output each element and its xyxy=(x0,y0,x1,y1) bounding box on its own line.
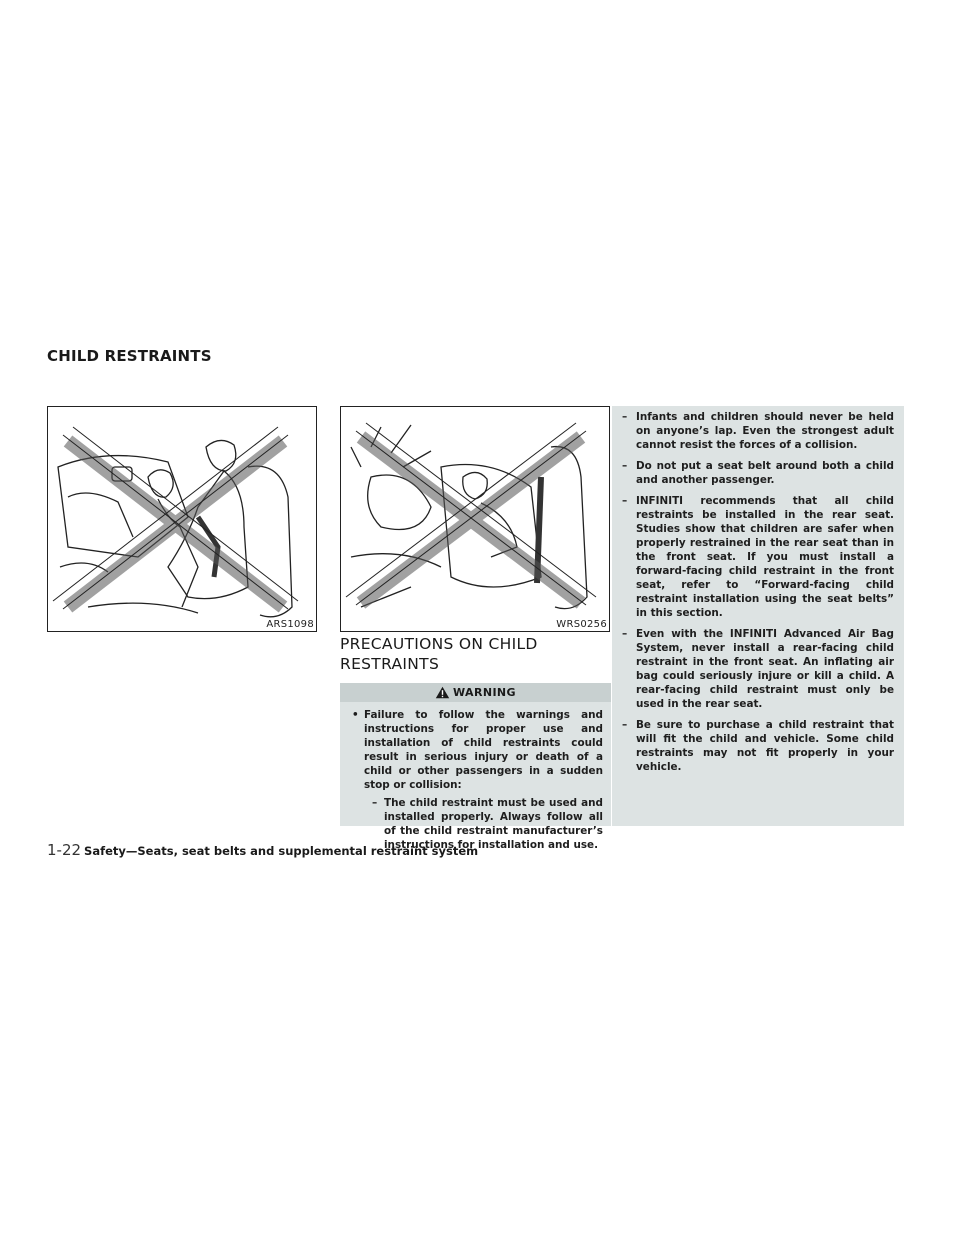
warning-item-text: INFINITI recommends that all child restraints be installed in the rear seat. Studies show that children are safer when properly restrained in the rear seat than in the front seat. If you must install a forward-facing child restraint in the front seat, refer to “Forward-facing child restraint installation using the seat belts” in this section. xyxy=(636,495,894,619)
front-seat-child-restraint-prohibited-illustration xyxy=(341,407,611,633)
page-number: 1-22 xyxy=(47,841,82,859)
warning-item-text: The child restraint must be used and installed properly. Always follow all of the child restraint manufacturer’s instructions for installation and use. xyxy=(384,797,603,851)
bullet-mark: • xyxy=(352,709,359,721)
child-on-lap-prohibited-illustration xyxy=(48,407,318,633)
warning-item xyxy=(612,459,904,487)
warning-box xyxy=(340,683,611,851)
warning-item xyxy=(612,406,904,452)
warning-title: WARNING xyxy=(453,686,516,699)
warning-item xyxy=(612,718,904,774)
warning-item-text: Do not put a seat belt around both a child and another passenger. xyxy=(636,460,894,486)
dash-mark: – xyxy=(622,460,628,472)
dash-mark: – xyxy=(622,411,628,423)
warning-triangle-icon xyxy=(435,686,450,699)
footer-title: Safety—Seats, seat belts and supplemental restraint system xyxy=(84,844,479,858)
warning-item xyxy=(612,494,904,620)
precautions-heading: PRECAUTIONS ON CHILD RESTRAINTS xyxy=(340,635,538,673)
warning-item xyxy=(612,627,904,711)
figure-code: WRS0256 xyxy=(556,619,607,630)
dash-mark: – xyxy=(622,719,628,731)
section-heading: CHILD RESTRAINTS xyxy=(47,347,212,365)
warning-item-text: Even with the INFINITI Advanced Air Bag System, never install a rear-facing child restraint in the front seat. An inflating air bag could seriously injure or kill a child. A rear-facing child restraint must only be used in the rear seat. xyxy=(636,628,894,710)
figure-front-seat-restraint xyxy=(340,406,610,632)
warning-item-text: Be sure to purchase a child restraint that will fit the child and vehicle. Some child restraints may not fit properly in your vehicle. xyxy=(636,719,894,773)
warning-box-continued xyxy=(612,406,904,826)
figure-child-on-lap xyxy=(47,406,317,632)
warning-bullet-text: Failure to follow the warnings and instructions for proper use and installation of child restraints could result in serious injury or death of a child or other passengers in a sudden stop or collision: xyxy=(364,709,603,791)
dash-mark: – xyxy=(622,495,628,507)
warning-item-text: Infants and children should never be held on anyone’s lap. Even the strongest adult cannot resist the forces of a collision. xyxy=(636,411,894,451)
dash-mark: – xyxy=(622,628,628,640)
warning-bullet xyxy=(340,702,611,792)
figure-code: ARS1098 xyxy=(266,619,314,630)
warning-header xyxy=(340,683,611,702)
dash-mark: – xyxy=(372,797,378,809)
page-footer xyxy=(47,841,478,859)
